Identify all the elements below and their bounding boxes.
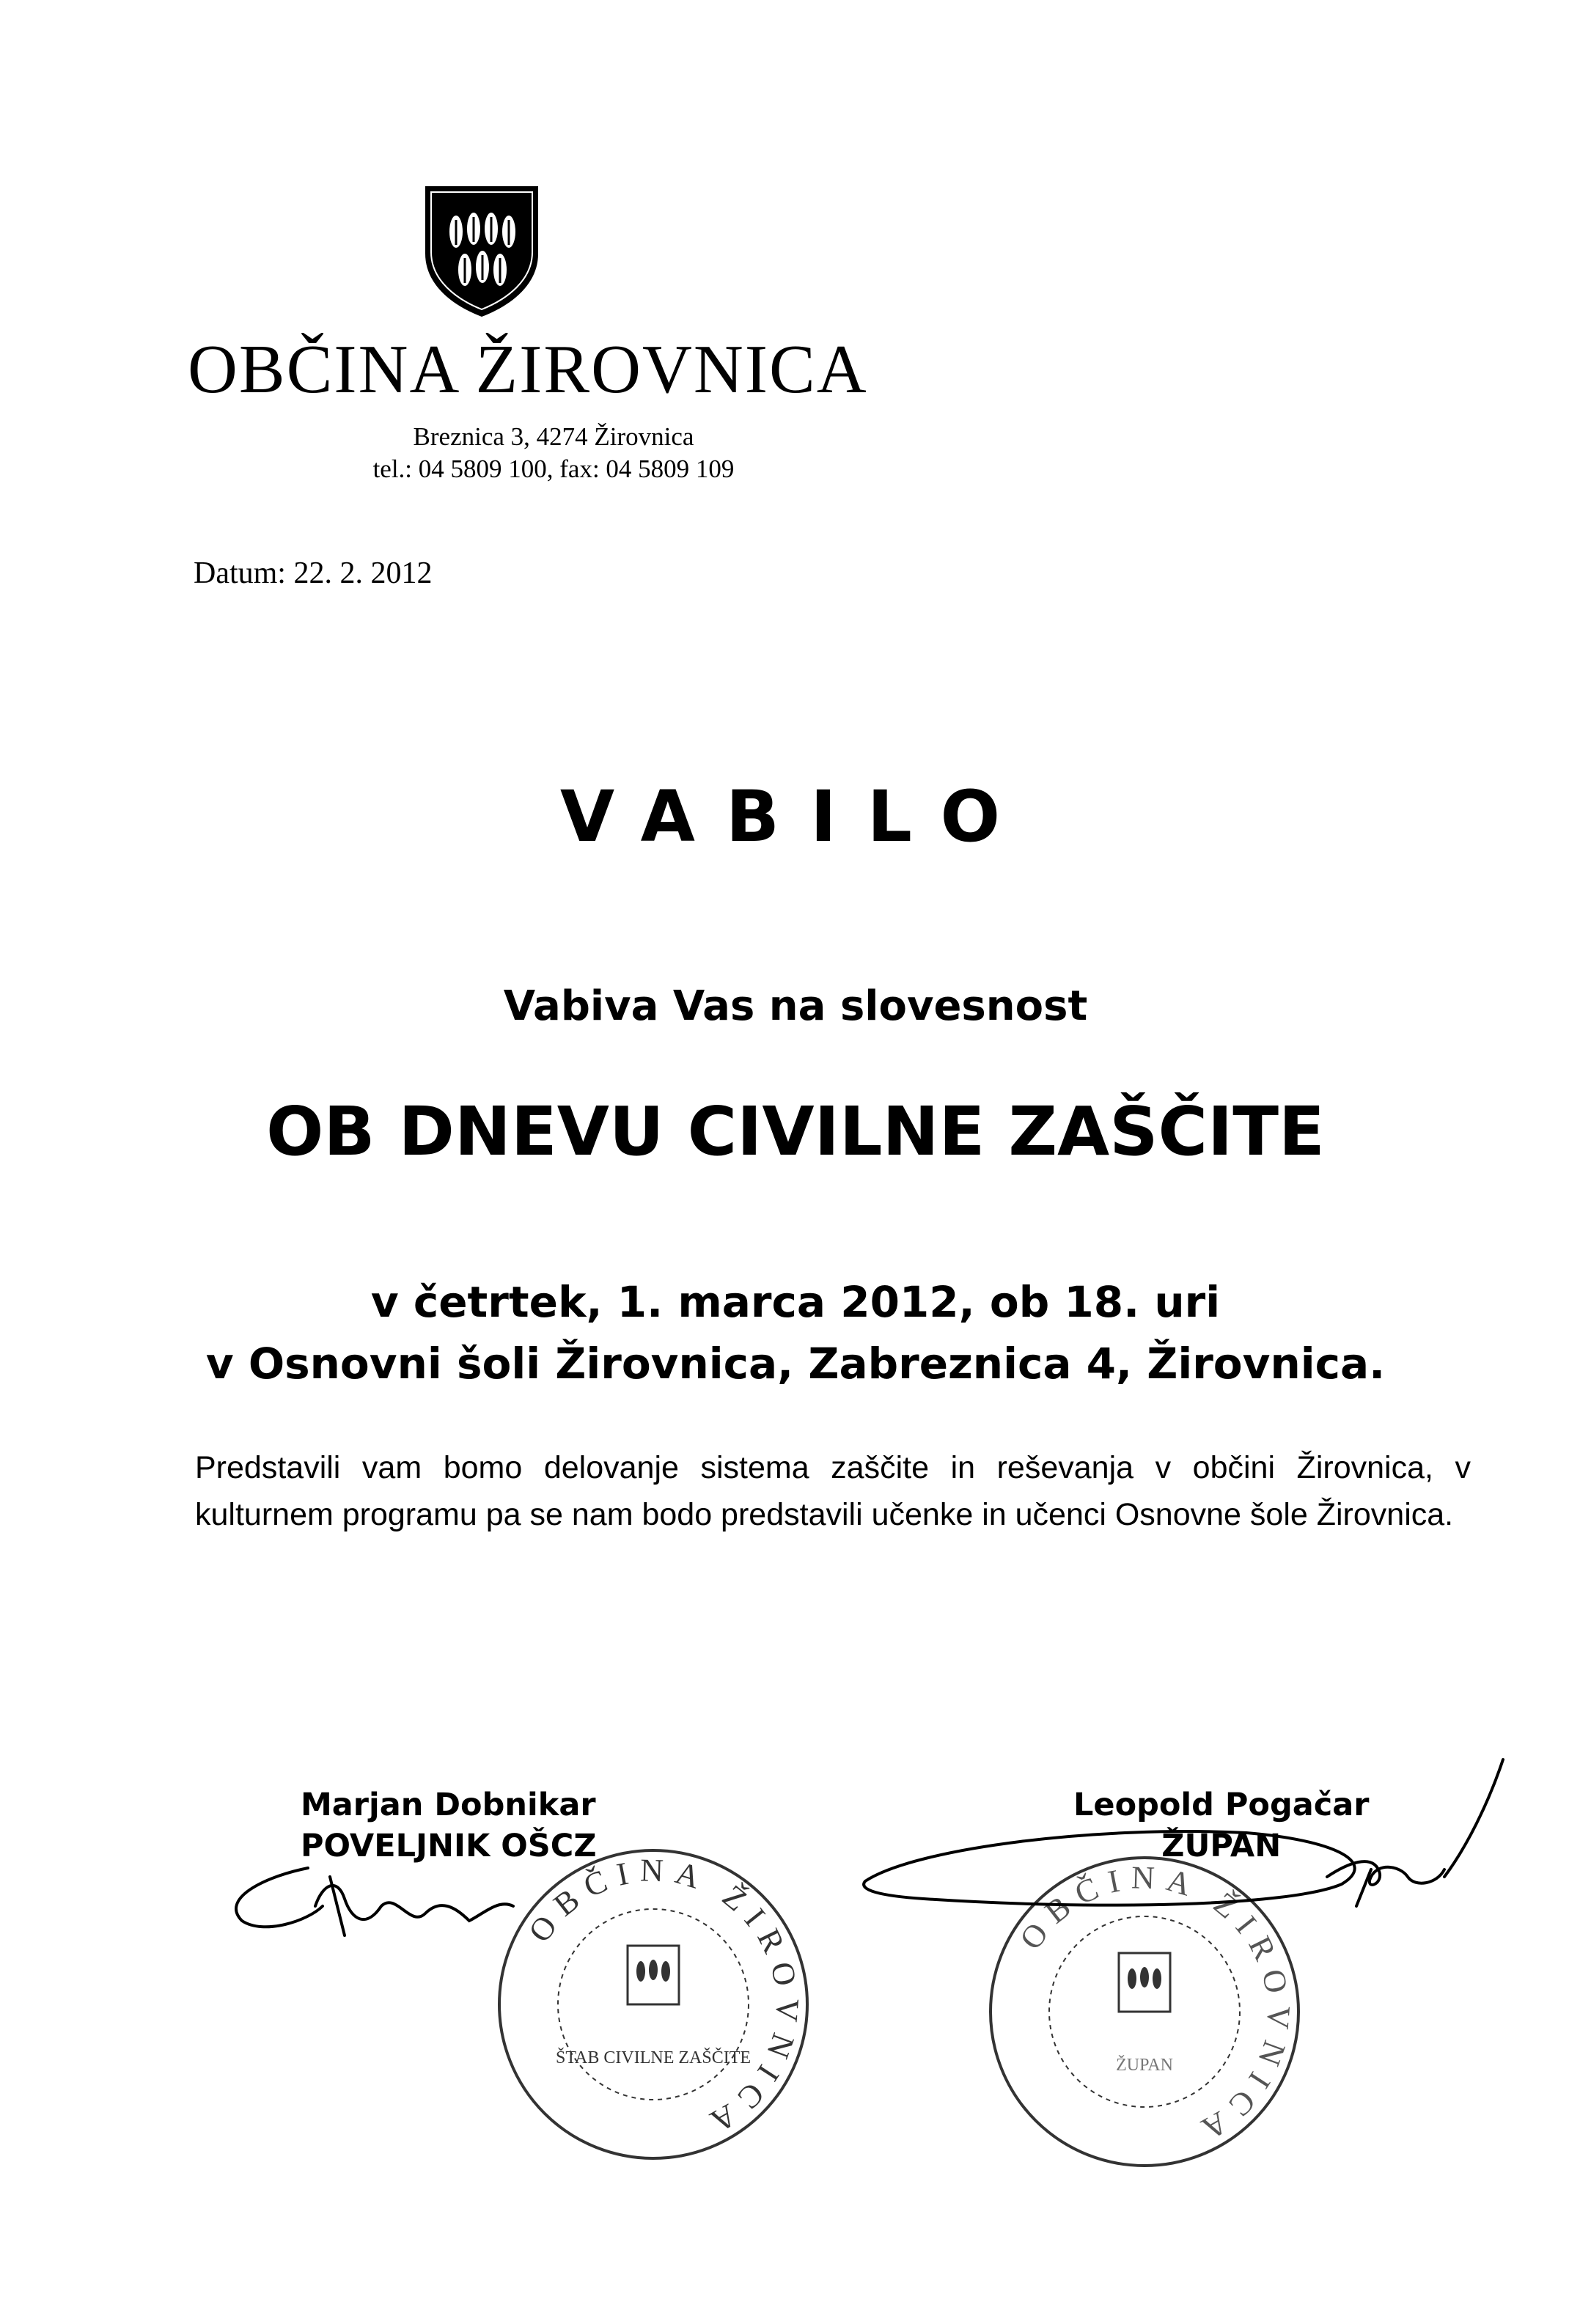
event-details (0, 1271, 1591, 1394)
right-signatory-name: Leopold Pogačar (1073, 1787, 1370, 1823)
organization-address (359, 421, 748, 485)
civil-protection-stamp (496, 1843, 811, 2166)
stamp-center-text: ŠTAB CIVILNE ZAŠČITE (555, 2048, 752, 2067)
stamp-center-text: ŽUPAN (1116, 2056, 1173, 2075)
document-title: VABILO (559, 776, 1032, 858)
document-date: Datum: 22. 2. 2012 (194, 556, 433, 590)
address-line: Breznica 3, 4274 Žirovnica (413, 422, 694, 451)
event-time: v četrtek, 1. marca 2012, ob 18. uri (370, 1277, 1221, 1327)
right-signatory-role: ŽUPAN (1161, 1828, 1282, 1864)
left-signatory-role: POVELJNIK OŠCZ (301, 1828, 597, 1864)
event-name: OB DNEVU CIVILNE ZAŠČITE (266, 1092, 1325, 1171)
body-paragraph: Predstavili vam bomo delovanje sistema zaščite in reševanja v občini Žirovnica, v kulturnem programu pa se nam bodo predstavili učenke in učenci Osnovne šole Žirovnica. (195, 1450, 1471, 1532)
left-signatory-name: Marjan Dobnikar (301, 1787, 596, 1823)
phone-fax-line: tel.: 04 5809 100, fax: 04 5809 109 (372, 455, 735, 483)
mayor-stamp (987, 1850, 1302, 2173)
stamp-ring-text: OBČINA ŽIROVNICA (1013, 1859, 1298, 2152)
event-location: v Osnovni šoli Žirovnica, Zabreznica 4, Žirovnica. (205, 1339, 1386, 1389)
left-signatory (301, 1784, 597, 1867)
right-signatory (1073, 1784, 1369, 1867)
organization-name: OBČINA ŽIROVNICA (188, 331, 868, 408)
stamp-ring-text: OBČINA ŽIROVNICA (521, 1852, 806, 2145)
invitation-subtitle: Vabiva Vas na slovesnost (503, 982, 1088, 1030)
left-signature-icon (236, 1868, 513, 1935)
crest-logo (421, 183, 543, 320)
